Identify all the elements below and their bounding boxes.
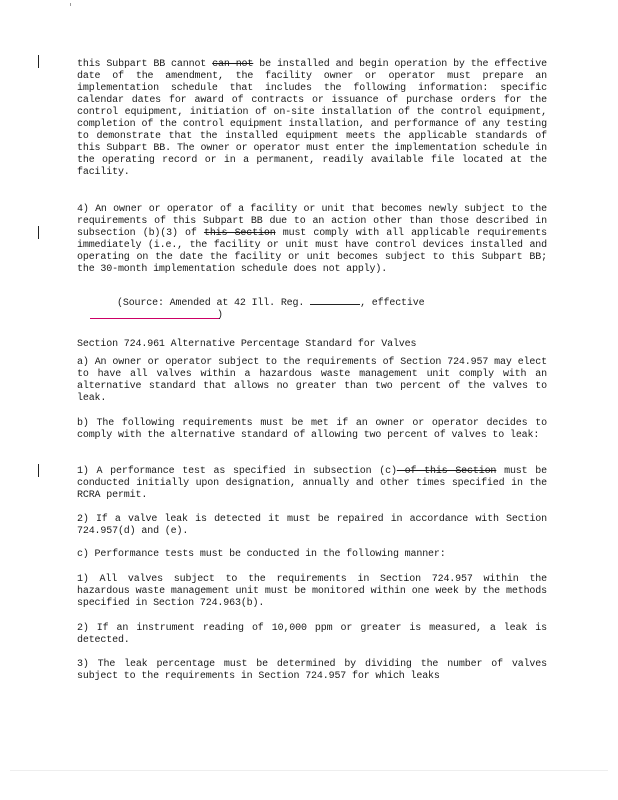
section-heading: Section 724.961 Alternative Percentage Standard for Valves bbox=[77, 339, 417, 350]
text-run: must comply with all applicable requirements immediately (i.e., the facility or unit must have control devices installed and operating on the date the facility or unit becomes subject to this Subpart BB; the 30-month implementation schedule does not apply). bbox=[77, 228, 548, 275]
deleted-text: of this Section bbox=[396, 466, 497, 477]
deleted-text: this Section bbox=[203, 228, 276, 239]
text-run: , effective bbox=[360, 298, 425, 309]
subsection-c1: 1) All valves subject to the requirements in Section 724.957 within the hazardous waste management unit must be monitored within one week by the methods specified in Section 724.963(b). bbox=[77, 574, 547, 609]
text-run: this Subpart BB cannot bbox=[77, 59, 213, 70]
inserted-underline bbox=[90, 318, 220, 319]
revision-bar bbox=[38, 226, 39, 239]
text-run: 4) An owner or operator of a facility or unit that becomes newly subject to the requirements of this Subpart BB due to an action other than those described in subsection (b)(3) of bbox=[77, 204, 547, 239]
subsection-b: b) The following requirements must be met if an owner or operator decides to comply with the alternative standard of allowing two percent of valves to leak: bbox=[77, 418, 547, 441]
page-edge bbox=[10, 770, 608, 771]
text-run: must be conducted initially upon designation, annually and other times specified in the RCRA permit. bbox=[77, 466, 547, 501]
scan-mark bbox=[70, 3, 71, 6]
subsection-c2: 2) If an instrument reading of 10,000 ppm or greater is measured, a leak is detected. bbox=[77, 623, 547, 646]
subsection-b2: 2) If a valve leak is detected it must be repaired in accordance with Section 724.957(d) and (e). bbox=[77, 514, 547, 537]
subsection-b1 bbox=[77, 466, 547, 502]
revision-bar bbox=[38, 55, 39, 68]
deleted-text: can not bbox=[212, 59, 254, 70]
blank-line bbox=[310, 298, 360, 305]
paragraph-4 bbox=[77, 204, 547, 276]
source-note-close: ) bbox=[217, 310, 223, 321]
source-note bbox=[117, 298, 477, 310]
revision-bar bbox=[38, 464, 39, 477]
text-run: (Source: Amended at 42 Ill. Reg. bbox=[117, 298, 311, 309]
text-run: 1) A performance test as specified in subsection (c) bbox=[77, 466, 397, 477]
subsection-c3: 3) The leak percentage must be determined by dividing the number of valves subject to the requirements in Section 724.957 for which leaks bbox=[77, 659, 547, 682]
text-run: be installed and begin operation by the effective date of the amendment, the facility owner or operator must prepare an implementation schedule that includes the following information: specific calendar dates for award of contracts or issuance of purchase orders for the control equipment, initiation of on-site installation of the control equipment, completion of the control equipment installation, and performance of any testing to demonstrate that the installed equipment meets the applicable standards of this Subpart BB. The owner or operator must enter the implementation schedule in the operating record or in a permanent, readily available file located at the facility. bbox=[77, 59, 547, 178]
subsection-a: a) An owner or operator subject to the requirements of Section 724.957 may elect to have all valves within a hazardous waste management unit comply with an alternative standard that allows no greater than two percent of the valves to leak. bbox=[77, 357, 547, 404]
paragraph-continuation bbox=[77, 59, 547, 179]
subsection-c: c) Performance tests must be conducted in the following manner: bbox=[77, 549, 446, 560]
